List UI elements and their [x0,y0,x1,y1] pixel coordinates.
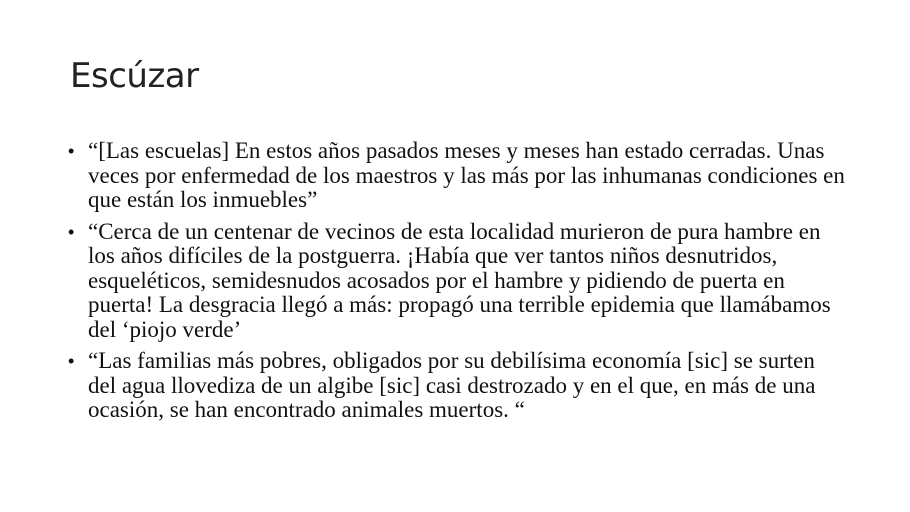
bullet-marker: • [68,351,75,371]
bullet-marker: • [68,141,75,161]
bullet-item [68,139,848,213]
bullet-text: “Cerca de un centenar de vecinos de esta localidad murieron de pura hambre en los años difíciles de la postguerra. ¡Había que ver tantos niños desnutridos, esqueléticos, semidesnudos acosados por el hambre y pidiendo de puerta en puerta! La desgracia llegó a más: propagó una terrible epidemia que llamábamos del ‘piojo verde’ [88,218,831,342]
bullet-item [68,349,848,423]
bullet-item [68,220,848,343]
slide-title: Escúzar [70,56,199,96]
bullet-marker: • [68,221,75,242]
bullet-list [68,139,848,430]
bullet-text: “Las familias más pobres, obligados por su debilísima economía [sic] se surten del agua llovediza de un algibe [sic] casi destrozado y en el que, en más de una ocasión, se han encontrado animales muertos. “ [88,348,816,422]
bullet-text: “[Las escuelas] En estos años pasados meses y meses han estado cerradas. Unas veces por enfermedad de los maestros y las más por las inhumanas condiciones en que están los inmuebles” [88,138,845,212]
